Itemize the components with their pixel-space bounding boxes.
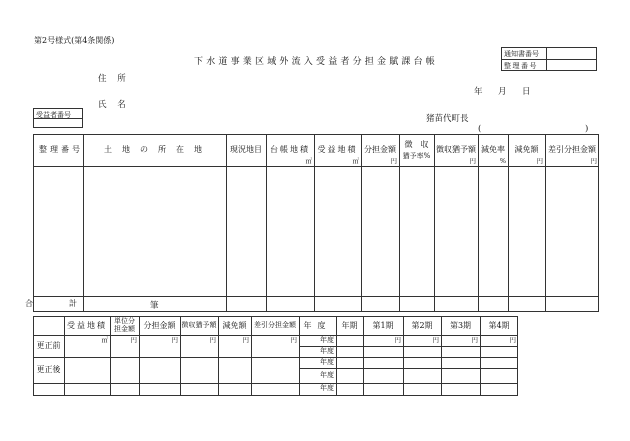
t2-header-deferred: 徴収猶予額 — [181, 321, 217, 329]
t2-header-term: 年期 — [341, 320, 358, 330]
t2-header-unit-bottom: 担金額 — [114, 325, 135, 333]
t2-header-reduction: 減免額 — [222, 320, 247, 330]
page-title: 下水道事業区域外流入受益者分担金賦課台帳 — [194, 57, 439, 67]
t2-header-net: 差引分担金額 — [254, 321, 296, 329]
t2-unit-yen: 円 — [209, 336, 216, 344]
t2-unit-yen: 円 — [509, 336, 516, 344]
parcel-unit-label: 筆 — [150, 301, 159, 311]
unit-yen: 円 — [469, 157, 476, 165]
unit-yen: 円 — [590, 157, 597, 165]
header-deferred-amount: 徴収猶予額 — [436, 145, 476, 154]
t2-unit-yen: 円 — [242, 336, 249, 344]
t2-year-unit: 年度 — [320, 358, 334, 366]
form-number: 第2号様式(第4条関係) — [34, 36, 115, 45]
t2-header-period1: 第1期 — [372, 320, 394, 330]
t2-header-fiscal-year: 年度 — [303, 320, 332, 330]
beneficiary-number-label: 受益者番号 — [36, 111, 71, 119]
header-net-contribution: 差引分担金額 — [548, 145, 596, 154]
date-year: 年 — [474, 87, 483, 97]
t2-year-unit: 年度 — [320, 347, 334, 355]
date-day: 日 — [522, 87, 531, 97]
paren-open: ( — [478, 124, 482, 134]
header-contribution: 分担金額 — [364, 145, 396, 154]
t2-header-period2: 第2期 — [411, 320, 433, 330]
header-reduction: 減免額 — [514, 145, 539, 154]
t2-unit-yen: 円 — [290, 336, 297, 344]
t2-unit-yen: 円 — [171, 336, 178, 344]
header-benefit-area: 受益地積 — [317, 145, 358, 154]
header-collect-bottom: 猶予率% — [402, 151, 431, 160]
name-label: 氏 名 — [98, 100, 130, 110]
unit-sqm: ㎡ — [352, 157, 359, 165]
unit-yen: 円 — [536, 157, 543, 165]
t2-unit-sqm: ㎡ — [101, 336, 108, 344]
t2-header-period3: 第3期 — [449, 320, 472, 330]
t2-unit-yen: 円 — [394, 336, 401, 344]
t2-year-unit: 年度 — [320, 371, 334, 379]
header-collect-top: 徴 収 — [404, 140, 429, 149]
t2-unit-yen: 円 — [471, 336, 478, 344]
mayor-label: 猪苗代町長 — [426, 114, 469, 124]
header-current-use: 現況地目 — [230, 145, 262, 154]
date-month: 月 — [498, 87, 507, 97]
header-ref-number: 整理番号 — [39, 145, 83, 154]
address-label: 住 所 — [98, 74, 130, 84]
notice-number-label: 通知書番号 — [504, 50, 539, 58]
t2-header-benefit-area: 受益地積 — [67, 320, 107, 330]
t2-header-contribution: 分担金額 — [143, 320, 176, 330]
header-reduction-rate: 減免率 — [481, 145, 505, 154]
row-label-after: 更正後 — [36, 365, 61, 374]
t2-unit-yen: 円 — [432, 336, 439, 344]
t2-year-unit: 年度 — [320, 384, 334, 392]
row-label-before: 更正前 — [36, 341, 61, 350]
header-land-location: 土地の所在地 — [104, 145, 212, 154]
ref-number-label: 整理番号 — [504, 62, 538, 70]
unit-yen: 円 — [390, 157, 397, 165]
paren-close: ) — [585, 124, 589, 134]
unit-sqm: ㎡ — [305, 157, 312, 165]
header-registry-area: 台帳地積 — [270, 145, 310, 154]
total-label: 合 計 — [25, 299, 91, 308]
t2-unit-yen: 円 — [130, 336, 137, 344]
t2-header-unit-top: 単位分 — [114, 317, 135, 325]
t2-header-period4: 第4期 — [488, 320, 510, 330]
t2-year-unit: 年度 — [320, 336, 334, 344]
unit-percent: % — [499, 157, 506, 165]
